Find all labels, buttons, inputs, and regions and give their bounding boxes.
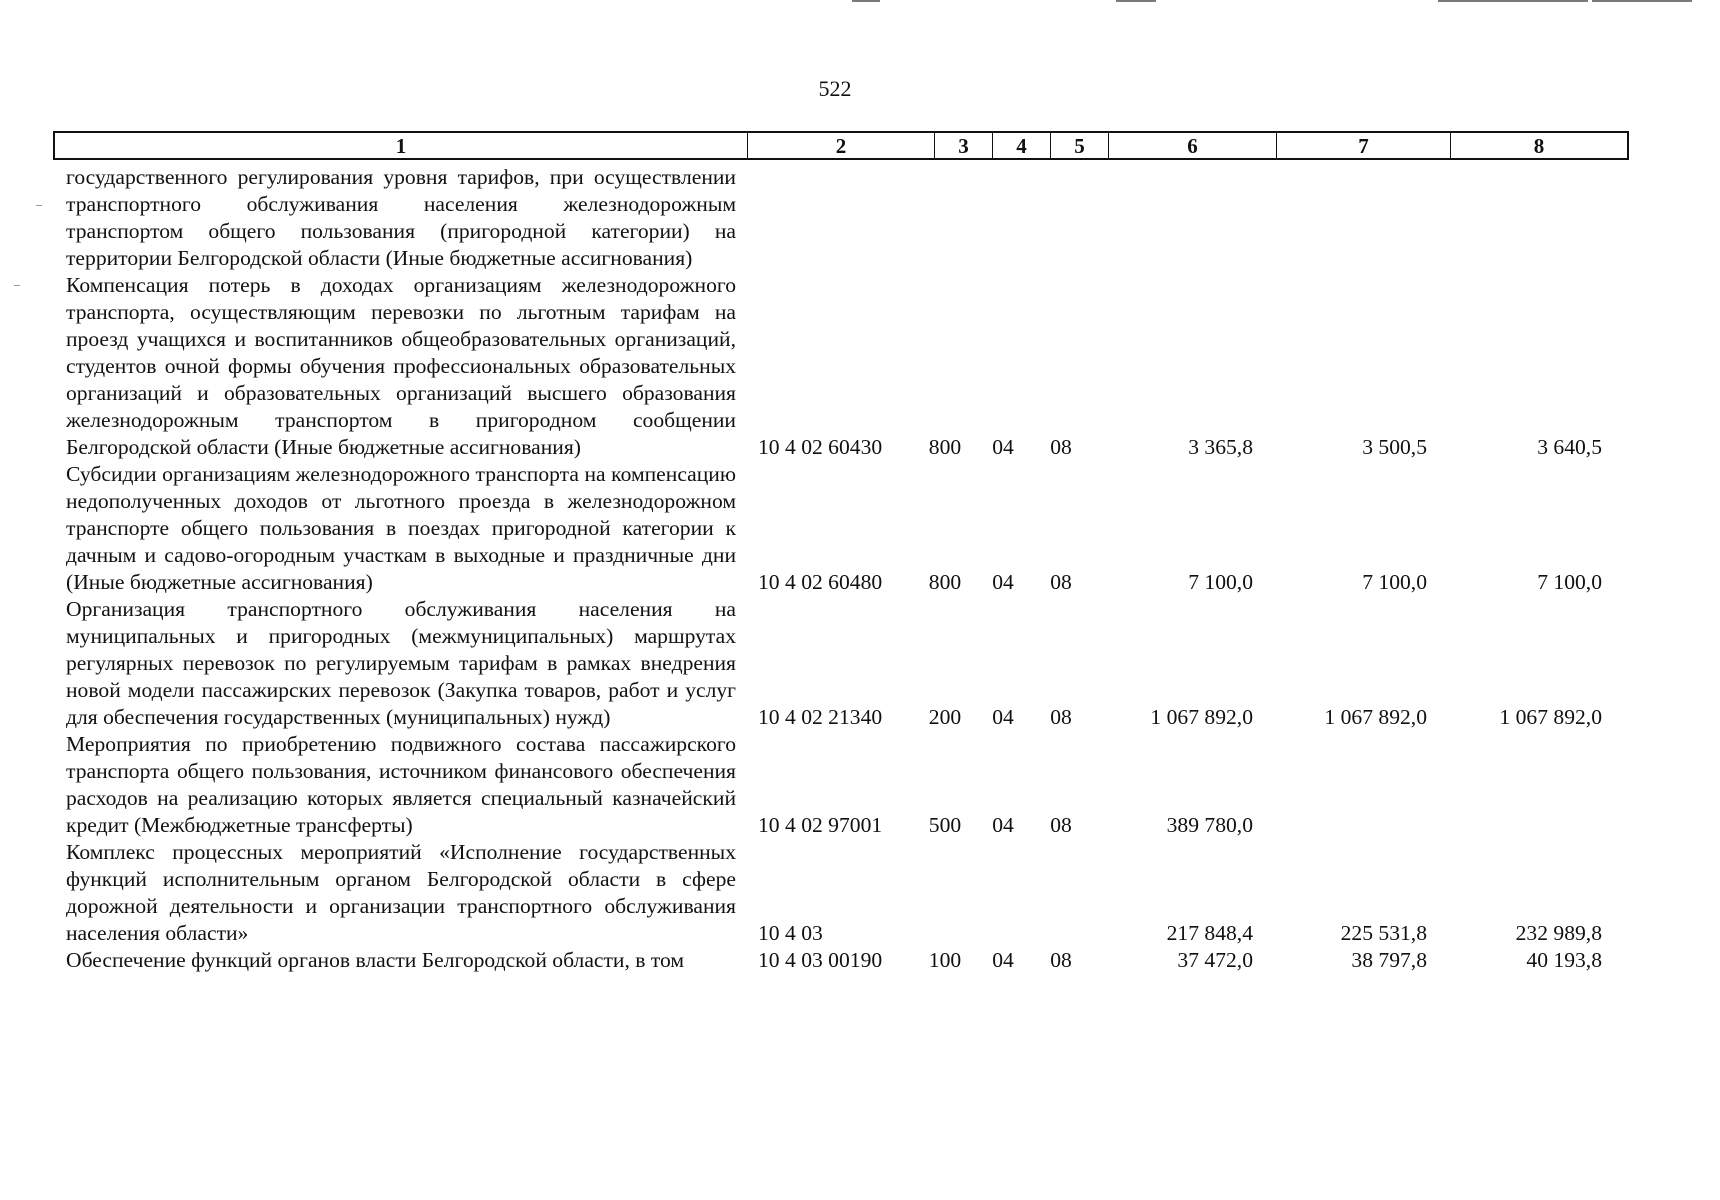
row-value-8: 3 640,5 (1537, 435, 1602, 459)
row-col5: 08 (1050, 813, 1072, 837)
row-value-7: 38 797,8 (1351, 948, 1427, 972)
column-header: 1 (395, 134, 407, 158)
page-number: 522 (818, 76, 852, 101)
row-col4: 04 (992, 570, 1014, 594)
row-col4: 04 (992, 948, 1014, 972)
row-value-6: 389 780,0 (1166, 813, 1253, 837)
row-code: 10 4 02 21340 (758, 705, 883, 729)
row-value-6: 3 365,8 (1188, 435, 1253, 459)
row-col3: 800 (928, 435, 962, 459)
row-description: Обеспечение функций органов власти Белгородской области, в том (66, 948, 685, 972)
row-code: 10 4 02 60430 (758, 435, 883, 459)
row-description: Организация транспортного обслуживания населения на муниципальных и пригородных (межмуниципальных) маршрутах регулярных перевозок по регулируемым тарифам в рамках внедрения новой модели пассажирских перевозок (Закупка товаров, работ и услуг для обеспечения государственных (муниципальных) нужд) (66, 597, 736, 729)
row-value-6: 37 472,0 (1177, 948, 1253, 972)
row-description: Комплекс процессных мероприятий «Исполнение государственных функций исполнительным органом Белгородской области в сфере дорожной деятельности и организации транспортного обслуживания населения области» (66, 840, 736, 945)
scan-artifact-line (1592, 0, 1692, 2)
row-col3: 200 (928, 705, 962, 729)
column-header: 4 (992, 133, 1050, 158)
row-value-8: 7 100,0 (1537, 570, 1602, 594)
column-header: 8 (1450, 133, 1627, 158)
row-description: Компенсация потерь в доходах организациям железнодорожного транспорта, осуществляющим перевозки по льготным тарифам на проезд учащихся и воспитанников общеобразовательных организаций, студентов очной формы обучения профессиональных образовательных организаций и образовательных организаций высшего образования железнодорожным транспортом в пригородном сообщении Белгородской области (Иные бюджетные ассигнования) (66, 273, 736, 459)
row-col5: 08 (1050, 570, 1072, 594)
column-header: 2 (747, 133, 934, 158)
row-value-6: 1 067 892,0 (1150, 705, 1253, 729)
table-header-row (53, 131, 1629, 160)
row-value-7: 225 531,8 (1340, 921, 1427, 945)
row-value-7: 7 100,0 (1362, 570, 1427, 594)
row-value-7: 1 067 892,0 (1324, 705, 1427, 729)
scan-artifact-dot (36, 205, 42, 206)
row-col3: 500 (928, 813, 962, 837)
column-header: 5 (1050, 133, 1108, 158)
column-header: 3 (934, 133, 992, 158)
scan-artifact-dot (14, 285, 20, 286)
table-row (66, 947, 1602, 974)
row-col4: 04 (992, 813, 1014, 837)
table-body (66, 164, 1602, 974)
row-col3: 100 (928, 948, 962, 972)
row-value-7: 3 500,5 (1362, 435, 1427, 459)
row-col4: 04 (992, 435, 1014, 459)
row-col5: 08 (1050, 435, 1072, 459)
row-description: Мероприятия по приобретению подвижного состава пассажирского транспорта общего пользования, источником финансового обеспечения расходов на реализацию которых является специальный казначейский кредит (Межбюджетные трансферты) (66, 732, 736, 837)
row-col5: 08 (1050, 948, 1072, 972)
row-value-8: 1 067 892,0 (1499, 705, 1602, 729)
row-code: 10 4 03 (758, 921, 823, 945)
table-row (66, 731, 1602, 839)
row-col4: 04 (992, 705, 1014, 729)
row-value-8: 40 193,8 (1526, 948, 1602, 972)
table-row (66, 272, 1602, 461)
row-value-6: 217 848,4 (1166, 921, 1253, 945)
row-description: государственного регулирования уровня тарифов, при осуществлении транспортного обслуживания населения железнодорожным транспортом общего пользования (пригородной категории) на территории Белгородской области (Иные бюджетные ассигнования) (66, 165, 736, 270)
row-description: Субсидии организациям железнодорожного транспорта на компенсацию недополученных доходов от льготного проезда в железнодорожном транспорте общего пользования в поездах пригородной категории к дачным и садово-огородным участкам в выходные и праздничные дни (Иные бюджетные ассигнования) (66, 462, 736, 594)
row-code: 10 4 02 97001 (758, 813, 883, 837)
row-code: 10 4 03 00190 (758, 948, 883, 972)
table-row (66, 164, 1602, 272)
row-value-6: 7 100,0 (1188, 570, 1253, 594)
row-value-8: 232 989,8 (1515, 921, 1602, 945)
column-header: 6 (1108, 133, 1276, 158)
table-row (66, 461, 1602, 596)
column-header: 7 (1276, 133, 1450, 158)
scan-artifact-line (1116, 0, 1156, 2)
table-row (66, 839, 1602, 947)
table-row (66, 596, 1602, 731)
row-code: 10 4 02 60480 (758, 570, 883, 594)
row-col3: 800 (928, 570, 962, 594)
scan-artifact-line (852, 0, 880, 2)
row-col5: 08 (1050, 705, 1072, 729)
scan-artifact-line (1438, 0, 1588, 2)
